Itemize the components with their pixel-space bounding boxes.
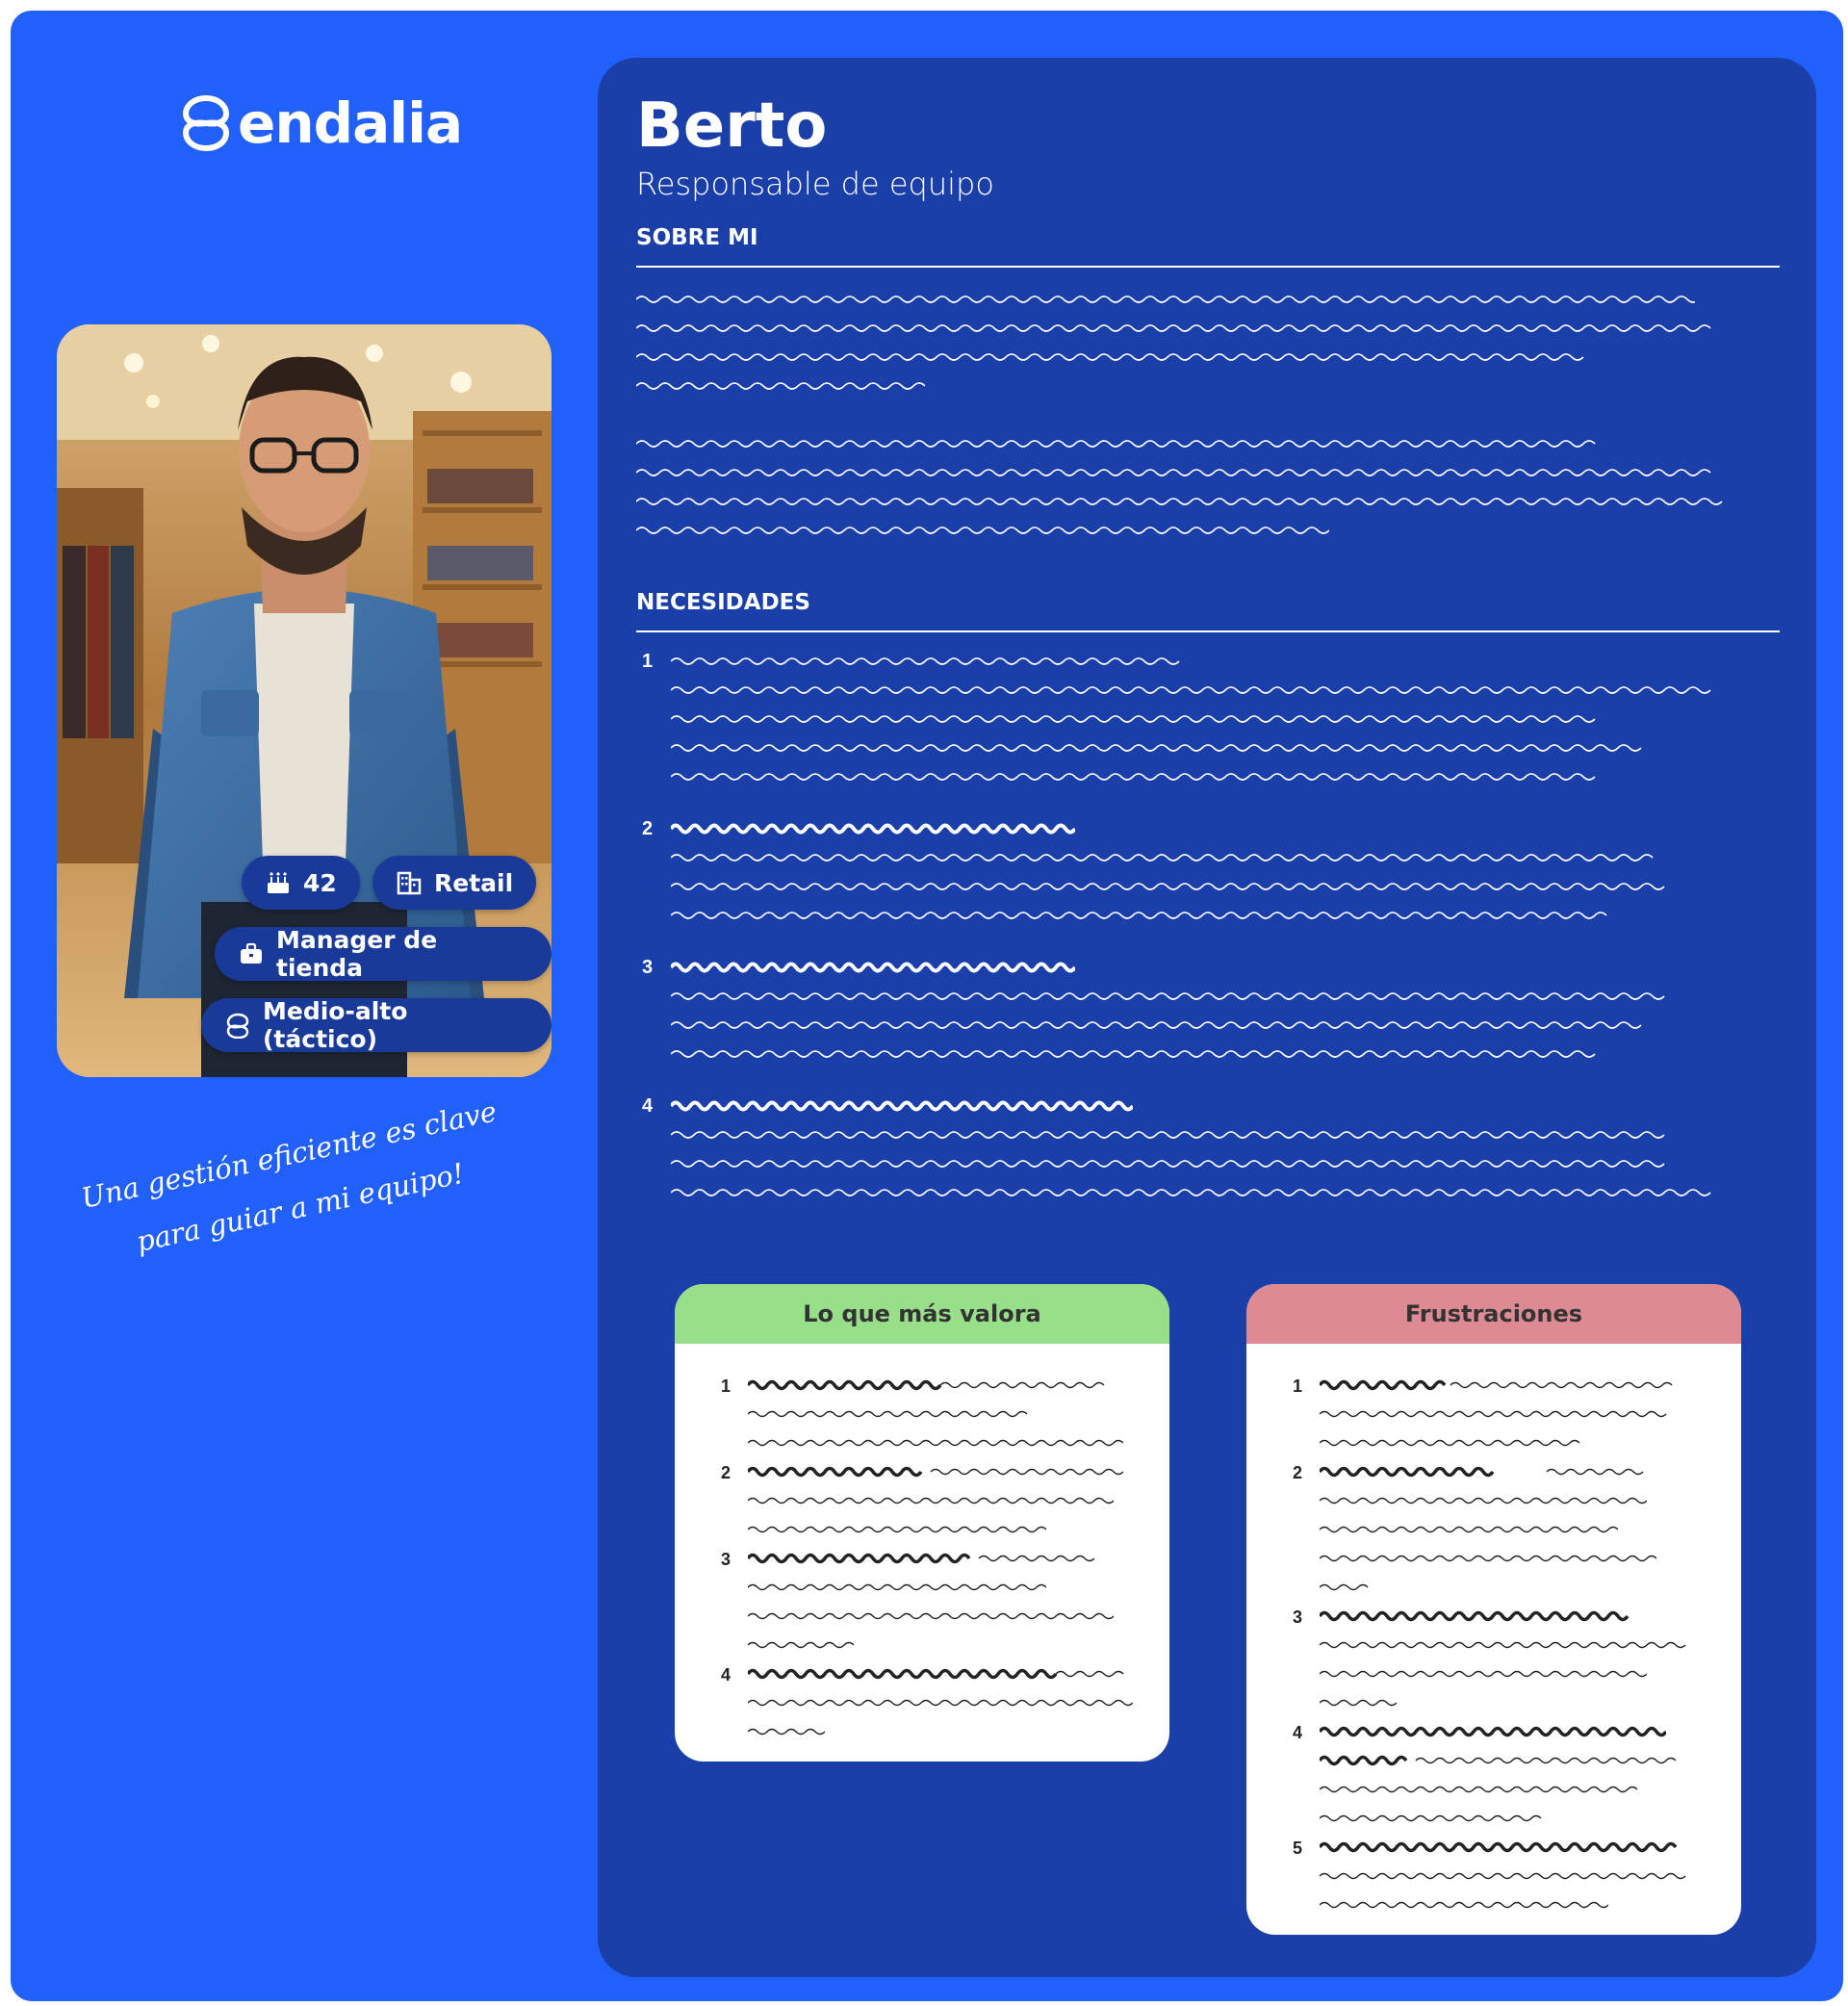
persona-name: Berto <box>636 90 828 162</box>
values-title: Lo que más valora <box>675 1284 1169 1344</box>
values-number: 3 <box>721 1550 732 1569</box>
frustrations-number: 2 <box>1293 1463 1303 1482</box>
brand-logo <box>180 90 462 157</box>
endalia-logo-icon <box>180 94 232 152</box>
age-chip <box>242 856 360 910</box>
frustrations-number: 3 <box>1293 1607 1303 1627</box>
position-chip <box>215 927 552 981</box>
sector-chip <box>372 856 536 910</box>
persona-quote: Una gestión eficiente es clave para guiar a mi equipo! <box>78 1094 500 1259</box>
need-number: 3 <box>642 957 654 978</box>
briefcase-icon <box>238 940 265 967</box>
values-number: 1 <box>721 1376 732 1396</box>
level-value: Medio-alto (táctico) <box>263 997 408 1053</box>
about-divider <box>636 266 1780 268</box>
about-title: SOBRE MI <box>636 225 758 250</box>
frustrations-card <box>1246 1284 1741 1935</box>
persona-role: Responsable de equipo <box>636 166 994 202</box>
need-number: 1 <box>642 651 654 672</box>
frustrations-number: 5 <box>1293 1839 1303 1858</box>
sector-value: Retail <box>434 868 514 897</box>
building-icon <box>396 869 423 896</box>
frustrations-title: Frustraciones <box>1246 1284 1741 1344</box>
age-value: 42 <box>303 868 337 897</box>
need-number: 4 <box>642 1095 654 1117</box>
page-background <box>11 11 1843 2001</box>
values-number: 2 <box>721 1463 732 1482</box>
endalia-level-icon <box>224 1012 251 1039</box>
cake-icon <box>265 869 292 896</box>
values-number: 4 <box>721 1665 732 1685</box>
frustrations-number: 4 <box>1293 1723 1303 1742</box>
level-chip <box>201 998 552 1052</box>
frustrations-number: 1 <box>1293 1376 1303 1396</box>
persona-panel <box>598 58 1816 1977</box>
values-card <box>675 1284 1169 1762</box>
need-number: 2 <box>642 818 654 839</box>
persona-photo <box>57 324 552 1077</box>
brand-name: endalia <box>238 90 463 156</box>
needs-divider <box>636 630 1780 632</box>
position-value: Manager de tienda <box>276 926 438 982</box>
needs-title: NECESIDADES <box>636 590 810 615</box>
